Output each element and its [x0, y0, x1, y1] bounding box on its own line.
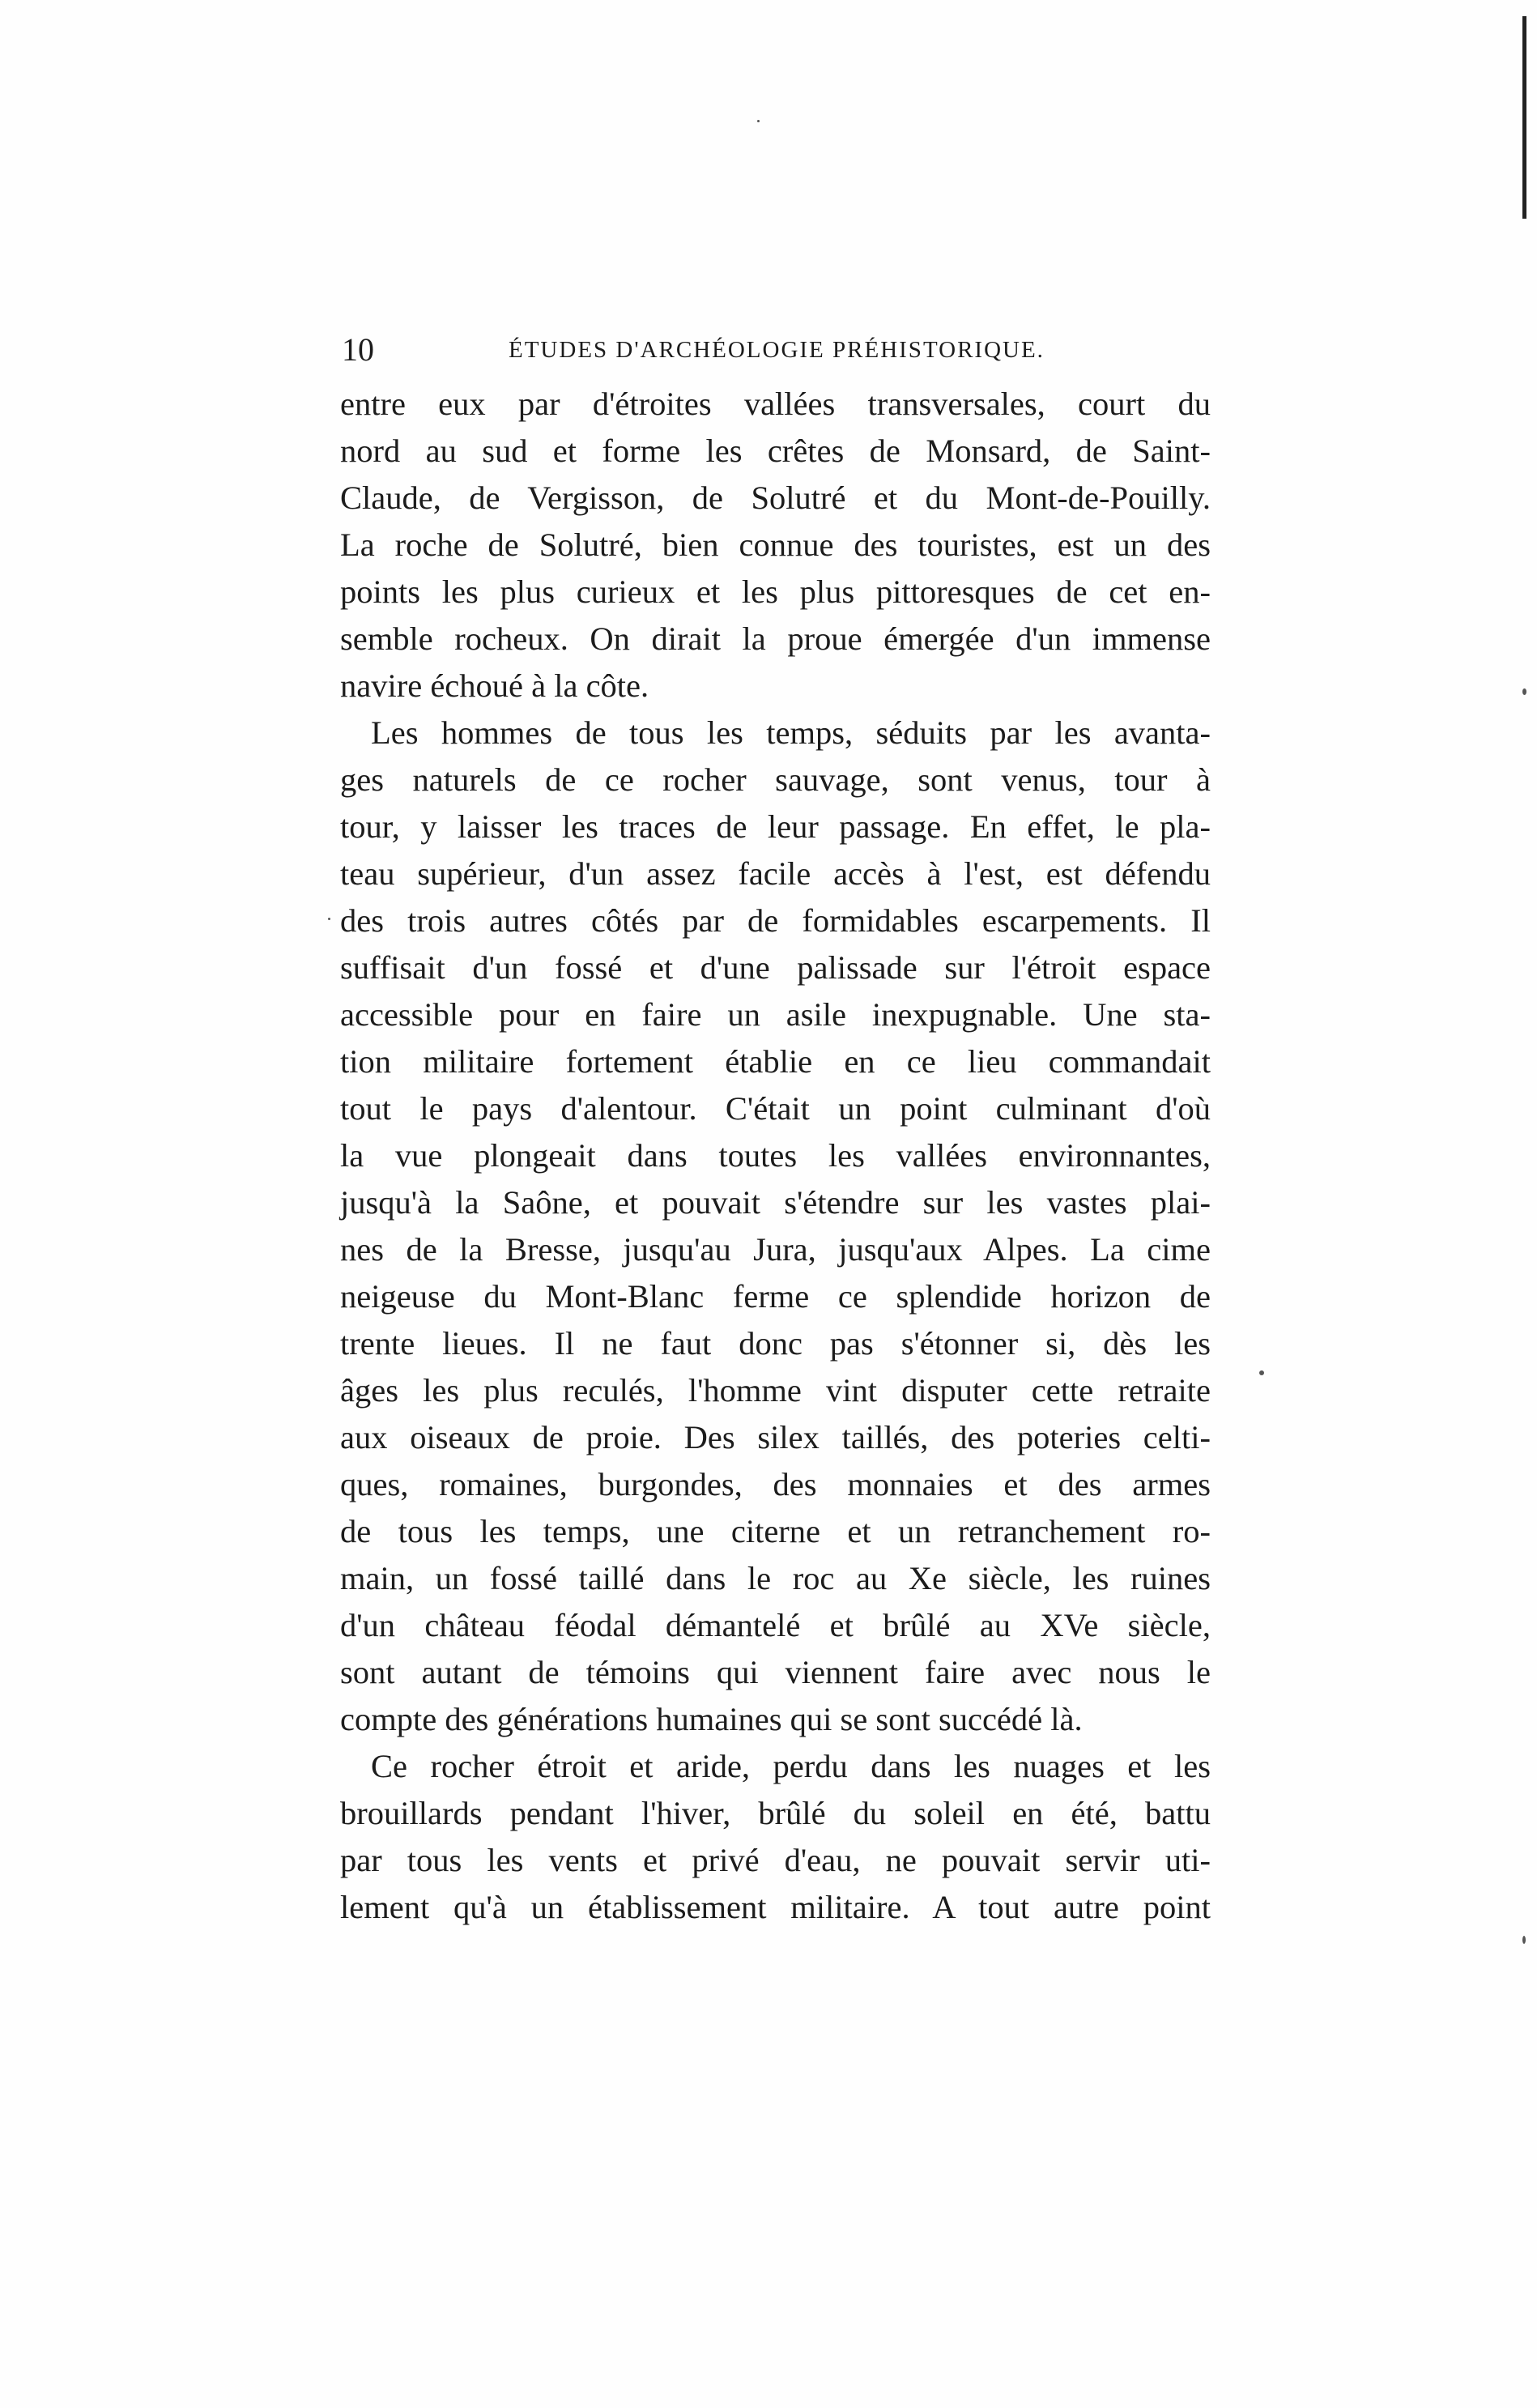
text-line: compte des générations humaines qui se sont succédé là.	[340, 1701, 1083, 1737]
text-line: lement qu'à un établissement militaire. A tout autre point	[340, 1889, 1211, 1925]
text-line: la vue plongeait dans toutes les vallées environnantes,	[340, 1137, 1211, 1174]
text-line: points les plus curieux et les plus pittoresques de cet en-	[340, 573, 1211, 610]
text-line: âges les plus reculés, l'homme vint disputer cette retraite	[340, 1372, 1211, 1409]
text-line: navire échoué à la côte.	[340, 667, 649, 704]
text-line: sont autant de témoins qui viennent faire avec nous le	[340, 1654, 1211, 1690]
text-line: trente lieues. Il ne faut donc pas s'étonner si, dès les	[340, 1325, 1211, 1362]
scan-speck	[757, 120, 760, 122]
text-line: des trois autres côtés par de formidables escarpements. Il	[340, 902, 1211, 939]
page-number: 10	[342, 331, 374, 368]
text-line: tour, y laisser les traces de leur passage. En effet, le pla-	[340, 808, 1211, 845]
body-text	[340, 381, 1211, 1931]
scan-edge-mark	[1522, 16, 1526, 219]
text-line: nes de la Bresse, jusqu'au Jura, jusqu'aux Alpes. La cime	[340, 1231, 1211, 1268]
text-line: accessible pour en faire un asile inexpugnable. Une sta-	[340, 996, 1211, 1033]
paragraph-start-line: Les hommes de tous les temps, séduits par les avanta-	[371, 714, 1211, 751]
text-line: suffisait d'un fossé et d'une palissade sur l'étroit espace	[340, 949, 1211, 986]
text-line: tion militaire fortement établie en ce lieu commandait	[340, 1043, 1211, 1080]
scan-speck	[1259, 1370, 1264, 1375]
text-line: jusqu'à la Saône, et pouvait s'étendre sur les vastes plai-	[340, 1184, 1211, 1221]
scan-speck	[1522, 688, 1526, 695]
scan-speck	[328, 918, 330, 920]
text-line: teau supérieur, d'un assez facile accès à l'est, est défendu	[340, 855, 1211, 892]
page-header	[342, 326, 1224, 374]
text-line: aux oiseaux de proie. Des silex taillés, des poteries celti-	[340, 1419, 1211, 1455]
text-line: main, un fossé taillé dans le roc au Xe siècle, les ruines	[340, 1560, 1211, 1596]
text-line: Claude, de Vergisson, de Solutré et du Mont-de-Pouilly.	[340, 479, 1211, 516]
text-line: ges naturels de ce rocher sauvage, sont venus, tour à	[340, 761, 1211, 798]
running-title: ÉTUDES D'ARCHÉOLOGIE PRÉHISTORIQUE.	[509, 337, 1045, 363]
text-line: d'un château féodal démantelé et brûlé au XVe siècle,	[340, 1607, 1211, 1643]
scan-speck	[1522, 1936, 1526, 1944]
text-line: ques, romaines, burgondes, des monnaies et des armes	[340, 1466, 1211, 1502]
text-line: tout le pays d'alentour. C'était un point culminant d'où	[340, 1090, 1211, 1127]
text-line: par tous les vents et privé d'eau, ne pouvait servir uti-	[340, 1842, 1211, 1878]
text-line: nord au sud et forme les crêtes de Monsard, de Saint-	[340, 433, 1211, 469]
text-line: La roche de Solutré, bien connue des touristes, est un des	[340, 526, 1211, 563]
text-line: neigeuse du Mont-Blanc ferme ce splendide horizon de	[340, 1278, 1211, 1315]
paragraph-start-line: Ce rocher étroit et aride, perdu dans les nuages et les	[371, 1748, 1211, 1784]
text-line: brouillards pendant l'hiver, brûlé du soleil en été, battu	[340, 1795, 1211, 1831]
text-line: de tous les temps, une citerne et un retranchement ro-	[340, 1513, 1211, 1549]
text-line: entre eux par d'étroites vallées transversales, court du	[340, 386, 1211, 422]
text-line: semble rocheux. On dirait la proue émergée d'un immense	[340, 620, 1211, 657]
